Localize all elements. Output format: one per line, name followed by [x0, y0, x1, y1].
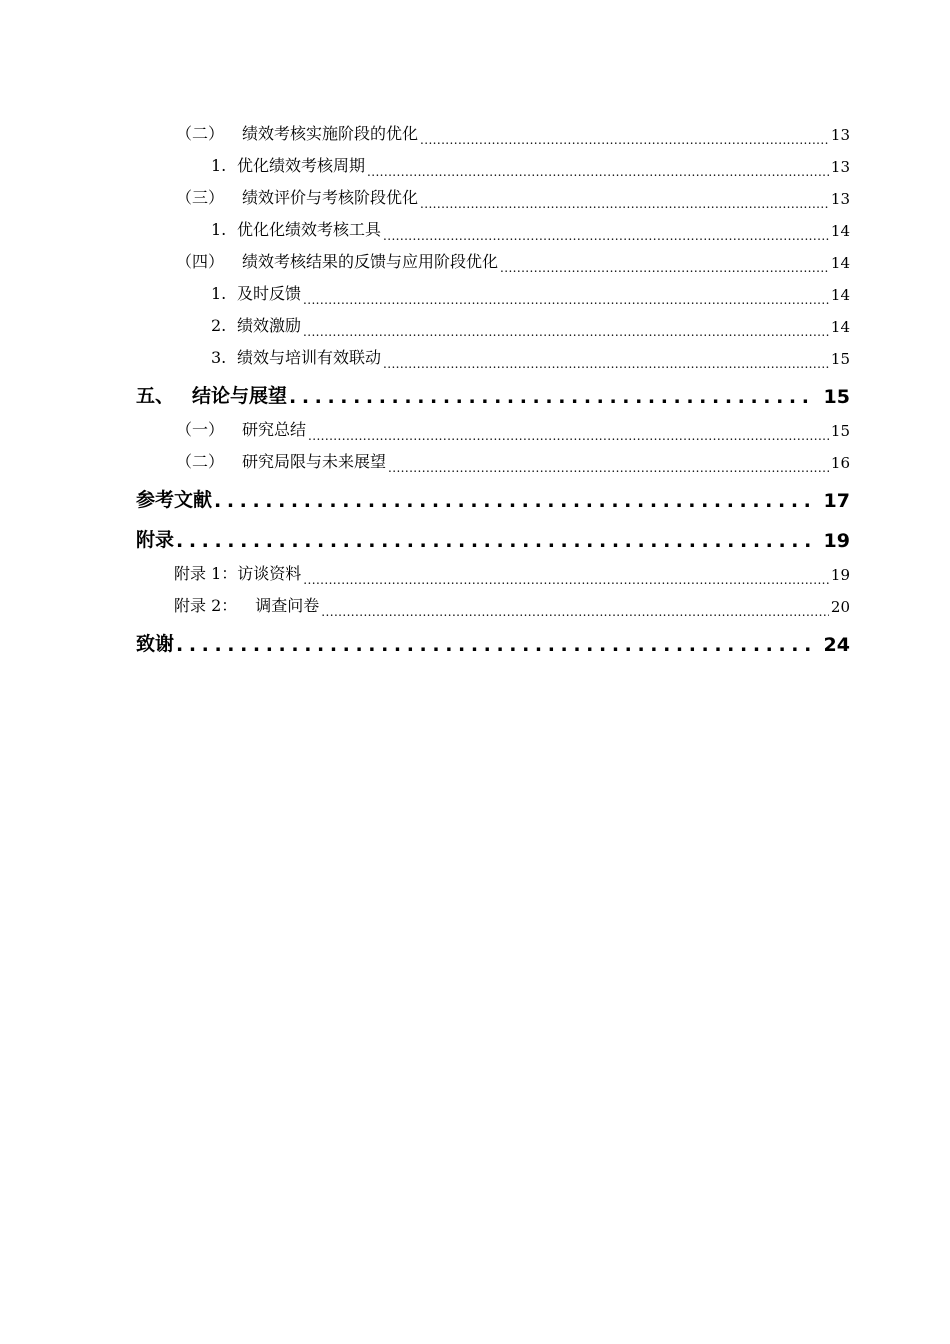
toc-entry-page: 13	[830, 158, 850, 176]
toc-entry-page: 13	[830, 190, 850, 208]
dot-leader	[420, 128, 829, 144]
toc-entry-number: 附录 1：	[174, 564, 238, 583]
toc-entry-number: （二）	[176, 452, 225, 471]
toc-entry-page: 16	[830, 454, 850, 472]
toc-entry-title: 优化绩效考核周期	[237, 156, 366, 175]
toc-entry-title: 研究总结	[242, 420, 307, 439]
dot-leader	[303, 568, 829, 584]
toc-entry	[176, 186, 850, 208]
toc-entry-number: （四）	[176, 252, 225, 271]
dot-leader	[383, 224, 829, 240]
dot-leader	[214, 493, 814, 512]
toc-entry	[174, 562, 850, 584]
toc-entry-title: 调查问卷	[255, 596, 320, 615]
toc-entry-page: 15	[823, 386, 850, 408]
dot-leader	[321, 600, 829, 616]
dot-leader	[303, 320, 829, 336]
toc-entry-title: 绩效考核结果的反馈与应用阶段优化	[242, 252, 499, 271]
toc-entry	[211, 314, 850, 336]
toc-entry-title: 绩效评价与考核阶段优化	[242, 188, 419, 207]
toc-entry-page: 15	[830, 422, 850, 440]
toc-entry	[174, 594, 850, 616]
toc-entry	[211, 346, 850, 368]
toc-heading-entry	[136, 630, 850, 656]
toc-entry-number: 1.	[211, 156, 227, 175]
toc-entry-number: 3.	[211, 348, 227, 367]
toc-entry	[176, 122, 850, 144]
toc-entry-number: （二）	[176, 124, 225, 143]
toc-entry-title: 参考文献	[136, 489, 213, 511]
dot-leader	[176, 637, 814, 656]
toc-entry-number: 1.	[211, 220, 227, 239]
dot-leader	[420, 192, 829, 208]
toc-entry	[176, 418, 850, 440]
toc-entry-title: 优化化绩效考核工具	[237, 220, 382, 239]
toc-entry-page: 19	[823, 530, 850, 552]
toc-entry-title: 绩效考核实施阶段的优化	[242, 124, 419, 143]
toc-entry	[211, 154, 850, 176]
dot-leader	[289, 389, 814, 408]
toc-entry-page: 13	[830, 126, 850, 144]
toc-entry-page: 14	[830, 318, 850, 336]
toc-entry-number: 2.	[211, 316, 227, 335]
toc-entry	[176, 450, 850, 472]
toc-entry-title: 绩效与培训有效联动	[237, 348, 382, 367]
toc-entry-page: 19	[830, 566, 850, 584]
toc-entry	[176, 250, 850, 272]
dot-leader	[308, 424, 829, 440]
dot-leader	[303, 288, 829, 304]
dot-leader	[388, 456, 829, 472]
toc-entry-number: （一）	[176, 420, 225, 439]
toc-entry-page: 15	[830, 350, 850, 368]
toc-entry-number: 附录 2：	[174, 596, 238, 615]
dot-leader	[176, 533, 814, 552]
toc-entry-page: 14	[830, 222, 850, 240]
dot-leader	[383, 352, 829, 368]
toc-entry-page: 20	[830, 598, 850, 616]
toc-entry	[211, 282, 850, 304]
toc-entry-title: 研究局限与未来展望	[242, 452, 387, 471]
toc-entry-title: 绩效激励	[237, 316, 302, 335]
toc-entry-number: 1.	[211, 284, 227, 303]
dot-leader	[500, 256, 829, 272]
toc-entry	[211, 218, 850, 240]
toc-entry-title: 访谈资料	[237, 564, 302, 583]
toc-entry-title: 附录	[136, 529, 175, 551]
toc-entry-page: 24	[823, 634, 850, 656]
toc-heading-entry	[136, 486, 850, 512]
dot-leader	[367, 160, 829, 176]
toc-entry-title: 及时反馈	[237, 284, 302, 303]
toc-entry-number: 五、	[136, 385, 175, 407]
toc-entry-number: （三）	[176, 188, 225, 207]
toc-entry-page: 17	[823, 490, 850, 512]
toc-heading-entry	[136, 526, 850, 552]
toc-entry-page: 14	[830, 286, 850, 304]
toc-entry-page: 14	[830, 254, 850, 272]
toc-heading-entry	[136, 382, 850, 408]
toc-entry-title: 致谢	[136, 633, 175, 655]
toc-entry-title: 结论与展望	[192, 385, 288, 407]
